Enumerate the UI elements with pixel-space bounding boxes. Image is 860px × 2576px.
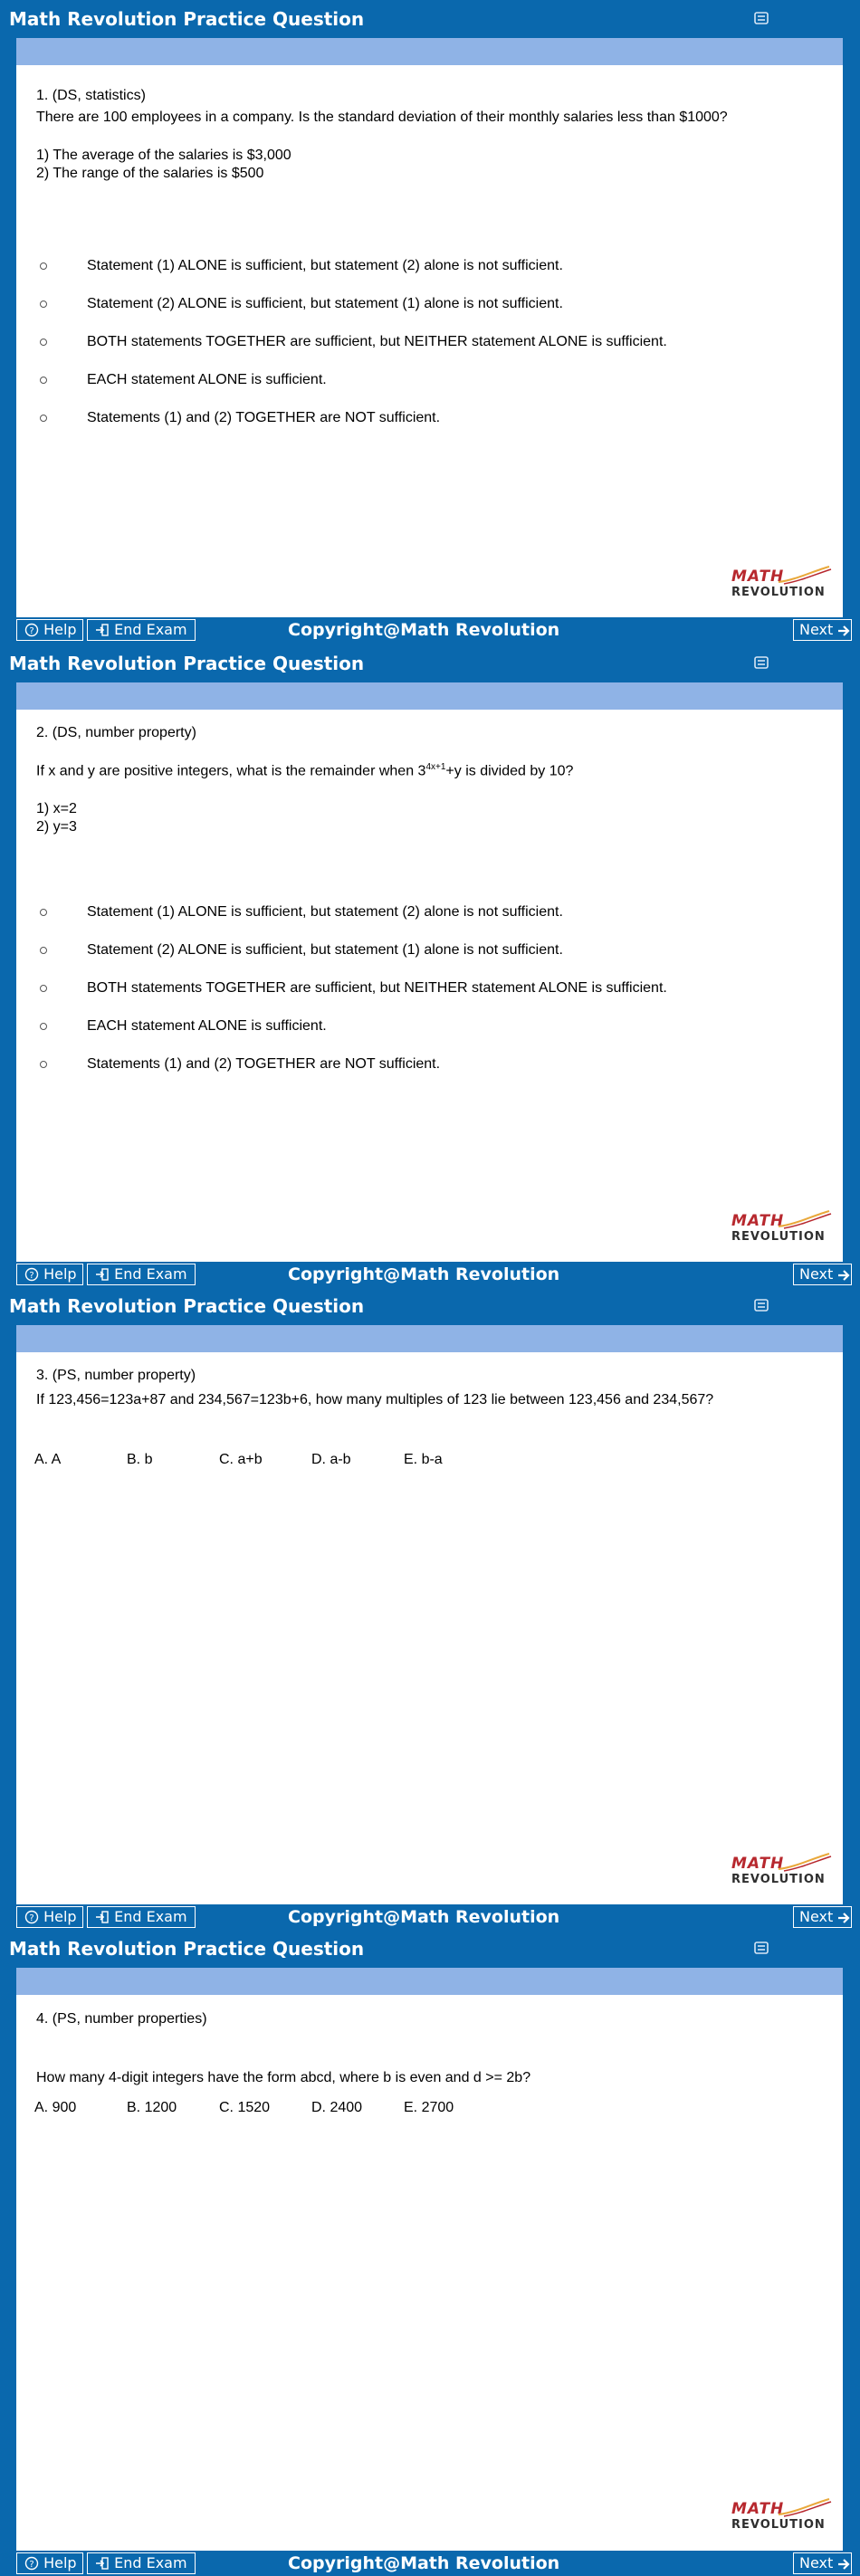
help-label: Help — [43, 621, 77, 638]
statement-1: 1) The average of the salaries is $3,000 — [36, 148, 291, 163]
window-restore-icon[interactable] — [752, 656, 770, 669]
logo-text-revolution: REVOLUTION — [731, 1230, 826, 1244]
end-exam-label: End Exam — [114, 1265, 187, 1283]
toolbar-strip — [16, 682, 843, 710]
app-title: Math Revolution Practice Question — [9, 8, 365, 30]
question-panel-3 — [0, 1287, 860, 1930]
app-title: Math Revolution Practice Question — [9, 1938, 365, 1960]
title-bar — [0, 0, 860, 38]
stem-exponent: 4x+1 — [425, 762, 446, 772]
end-exam-button[interactable] — [87, 1264, 196, 1285]
option-label: EACH statement ALONE is sufficient. — [87, 1018, 327, 1034]
end-exam-label: End Exam — [114, 2554, 187, 2571]
radio-button-icon[interactable] — [40, 301, 47, 308]
logo-swoosh-icon — [777, 2496, 833, 2518]
end-exam-button[interactable] — [87, 619, 196, 641]
footer-bar — [0, 1262, 860, 1287]
help-button[interactable] — [16, 2552, 83, 2574]
statement-2: 2) y=3 — [36, 819, 77, 835]
app-title: Math Revolution Practice Question — [9, 653, 365, 674]
next-label: Next — [799, 621, 834, 638]
arrow-right-icon — [837, 625, 850, 637]
copyright-text: Copyright@Math Revolution — [288, 620, 560, 640]
radio-button-icon[interactable] — [40, 262, 47, 270]
logo-text-math: MATH — [731, 1855, 785, 1873]
next-label: Next — [799, 2554, 834, 2571]
arrow-right-icon — [837, 1269, 850, 1282]
logo-text-math: MATH — [731, 2500, 785, 2518]
answer-choice-c[interactable]: C. 1520 — [219, 2100, 271, 2115]
question-header: 2. (DS, number property) — [36, 725, 196, 740]
option-label: BOTH statements TOGETHER are sufficient, but NEITHER statement ALONE is sufficient. — [87, 334, 667, 349]
logo-text-math: MATH — [731, 1212, 785, 1230]
question-header: 4. (PS, number properties) — [36, 2011, 207, 2027]
arrow-right-icon — [837, 2558, 850, 2571]
answer-choice-c[interactable]: C. a+b — [219, 1452, 263, 1467]
math-revolution-logo — [731, 1212, 836, 1248]
answer-choice-d[interactable]: D. a-b — [311, 1452, 351, 1467]
answer-choice-a[interactable]: A. A — [34, 1452, 62, 1467]
title-bar — [0, 1287, 860, 1325]
toolbar-strip — [16, 38, 843, 65]
next-button[interactable] — [793, 2552, 852, 2574]
next-label: Next — [799, 1265, 834, 1283]
help-label: Help — [43, 2554, 77, 2571]
question-panel-4 — [0, 1930, 860, 2576]
option-label: Statement (2) ALONE is sufficient, but statement (1) alone is not sufficient. — [87, 296, 563, 311]
answer-choice-b[interactable]: B. 1200 — [127, 2100, 177, 2115]
exit-icon — [95, 623, 110, 637]
radio-button-icon[interactable] — [40, 377, 47, 384]
question-header: 3. (PS, number property) — [36, 1368, 196, 1383]
help-label: Help — [43, 1908, 77, 1925]
exit-icon — [95, 1267, 110, 1282]
help-button[interactable] — [16, 619, 83, 641]
math-revolution-logo — [731, 1855, 836, 1891]
copyright-text: Copyright@Math Revolution — [288, 1907, 560, 1927]
svg-text:?: ? — [29, 1913, 34, 1923]
help-icon — [24, 2556, 39, 2571]
window-restore-icon[interactable] — [752, 1942, 770, 1954]
question-stem: If 123,456=123a+87 and 234,567=123b+6, how many multiples of 123 lie between 123,456 and 234,567? — [36, 1392, 714, 1407]
logo-swoosh-icon — [777, 1208, 833, 1230]
option-label: EACH statement ALONE is sufficient. — [87, 372, 327, 387]
end-exam-button[interactable] — [87, 2552, 196, 2574]
stem-text-end: +y is divided by 10? — [445, 763, 574, 779]
end-exam-button[interactable] — [87, 1906, 196, 1928]
toolbar-strip — [16, 1968, 843, 1995]
option-label: Statements (1) and (2) TOGETHER are NOT sufficient. — [87, 410, 441, 425]
radio-button-icon[interactable] — [40, 415, 47, 422]
answer-choice-a[interactable]: A. 900 — [34, 2100, 77, 2115]
title-bar — [0, 1930, 860, 1968]
radio-button-icon[interactable] — [40, 985, 47, 992]
radio-button-icon[interactable] — [40, 909, 47, 916]
logo-swoosh-icon — [777, 1851, 833, 1873]
question-stem: How many 4-digit integers have the form abcd, where b is even and d >= 2b? — [36, 2070, 531, 2085]
toolbar-strip — [16, 1325, 843, 1352]
help-icon — [24, 623, 39, 637]
radio-button-icon[interactable] — [40, 947, 47, 954]
answer-choice-d[interactable]: D. 2400 — [311, 2100, 363, 2115]
radio-button-icon[interactable] — [40, 1023, 47, 1030]
option-label: Statements (1) and (2) TOGETHER are NOT sufficient. — [87, 1056, 441, 1072]
math-revolution-logo — [731, 568, 836, 604]
question-panel-2 — [0, 644, 860, 1287]
svg-text:?: ? — [29, 1271, 34, 1281]
logo-text-revolution: REVOLUTION — [731, 586, 826, 599]
window-restore-icon[interactable] — [752, 1299, 770, 1312]
help-button[interactable] — [16, 1264, 83, 1285]
next-button[interactable] — [793, 1906, 852, 1928]
question-area — [16, 1352, 843, 1904]
svg-text:?: ? — [29, 626, 34, 636]
help-icon — [24, 1910, 39, 1924]
end-exam-label: End Exam — [114, 1908, 187, 1925]
option-label: Statement (1) ALONE is sufficient, but statement (2) alone is not sufficient. — [87, 904, 563, 920]
exit-icon — [95, 2556, 110, 2571]
question-area — [16, 710, 843, 1262]
radio-button-icon[interactable] — [40, 1061, 47, 1068]
answer-choice-e[interactable]: E. b-a — [404, 1452, 443, 1467]
question-area — [16, 1995, 843, 2551]
answer-choice-b[interactable]: B. b — [127, 1452, 153, 1467]
question-area — [16, 65, 843, 617]
logo-text-revolution: REVOLUTION — [731, 1873, 826, 1886]
end-exam-label: End Exam — [114, 621, 187, 638]
arrow-right-icon — [837, 1912, 850, 1924]
copyright-text: Copyright@Math Revolution — [288, 2553, 560, 2573]
option-label: Statement (2) ALONE is sufficient, but statement (1) alone is not sufficient. — [87, 942, 563, 958]
help-label: Help — [43, 1265, 77, 1283]
footer-bar — [0, 2551, 860, 2576]
statement-2: 2) The range of the salaries is $500 — [36, 166, 264, 181]
question-stem — [36, 762, 573, 779]
stem-text: If x and y are positive integers, what is the remainder when 3 — [36, 763, 426, 779]
logo-text-math: MATH — [731, 568, 785, 586]
answer-choice-e[interactable]: E. 2700 — [404, 2100, 454, 2115]
math-revolution-logo — [731, 2500, 836, 2536]
logo-text-revolution: REVOLUTION — [731, 2518, 826, 2532]
app-title: Math Revolution Practice Question — [9, 1295, 365, 1317]
help-button[interactable] — [16, 1906, 83, 1928]
next-label: Next — [799, 1908, 834, 1925]
option-label: BOTH statements TOGETHER are sufficient, but NEITHER statement ALONE is sufficient. — [87, 980, 667, 996]
next-button[interactable] — [793, 619, 852, 641]
help-icon — [24, 1267, 39, 1282]
copyright-text: Copyright@Math Revolution — [288, 1264, 560, 1284]
svg-text:?: ? — [29, 2560, 34, 2570]
title-bar — [0, 644, 860, 682]
radio-button-icon[interactable] — [40, 339, 47, 346]
statement-1: 1) x=2 — [36, 801, 77, 816]
option-label: Statement (1) ALONE is sufficient, but statement (2) alone is not sufficient. — [87, 258, 563, 273]
question-panel-1 — [0, 0, 860, 644]
footer-bar — [0, 617, 860, 643]
question-header: 1. (DS, statistics) — [36, 88, 146, 103]
question-stem: There are 100 employees in a company. Is the standard deviation of their monthly salaries less than $1000? — [36, 110, 728, 125]
footer-bar — [0, 1904, 860, 1930]
logo-swoosh-icon — [777, 564, 833, 586]
window-restore-icon[interactable] — [752, 12, 770, 24]
exit-icon — [95, 1910, 110, 1924]
next-button[interactable] — [793, 1264, 852, 1285]
